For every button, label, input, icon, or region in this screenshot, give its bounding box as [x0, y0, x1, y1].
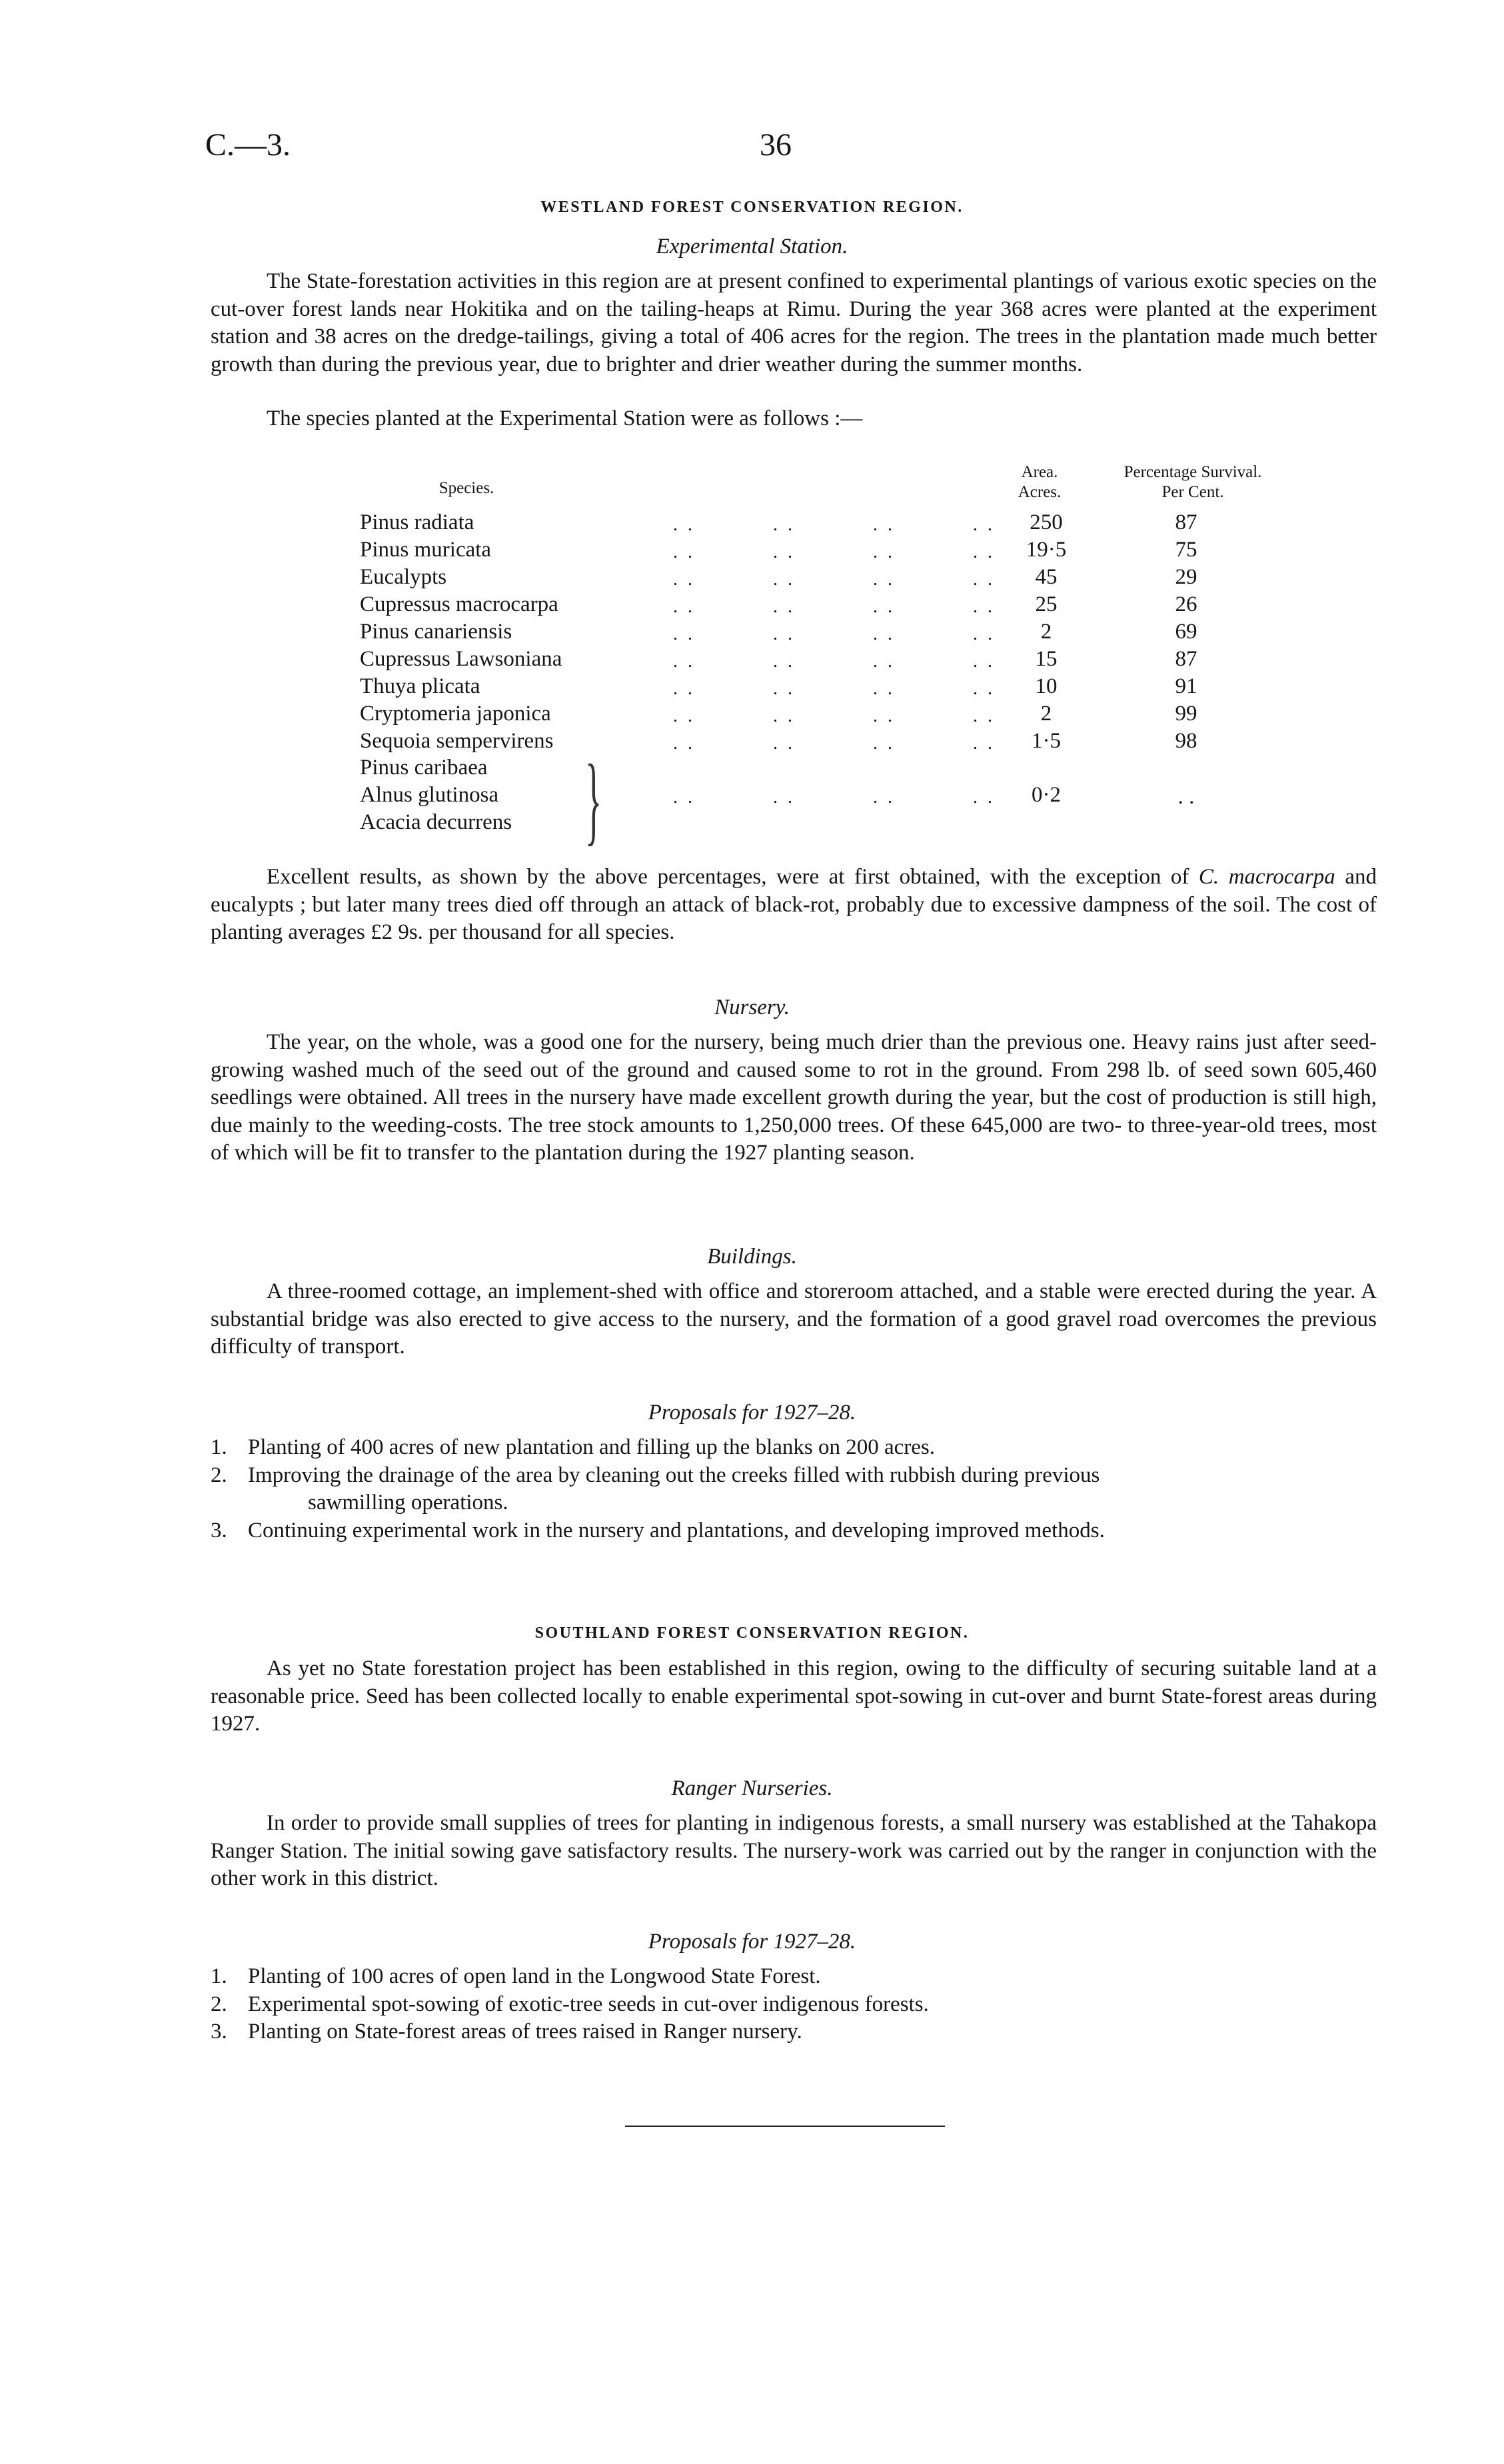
leader-dots-1: . .	[673, 569, 695, 590]
leader-dots-1: . .	[673, 678, 695, 699]
group-species-1: Pinus caribaea	[360, 756, 488, 780]
species-survival: 75	[1175, 538, 1197, 562]
southland-proposal-2: 2. Experimental spot-sowing of exotic-tree seeds in cut-over indigenous forests.	[211, 1992, 929, 2016]
area-column-header	[1000, 462, 1080, 502]
leader-dots-3: . .	[873, 596, 895, 617]
results-text-after: and eucalypts ; but later many trees died off through an attack of black-rot, probably due to excessive dampness of the soil. The cost of planting averages £2 9s. per thousand for all species.	[211, 865, 1377, 944]
species-area: 19·5	[1026, 538, 1067, 562]
leader-dots-1: . .	[673, 596, 695, 617]
group-dots-3: . .	[873, 787, 895, 808]
species-area: 10	[1035, 674, 1058, 698]
results-paragraph	[211, 864, 1377, 947]
leader-dots-3: . .	[873, 706, 895, 726]
leader-dots-1: . .	[673, 706, 695, 726]
group-dots-4: . .	[973, 787, 995, 808]
leader-dots-3: . .	[873, 514, 895, 535]
group-species-3: Acacia decurrens	[360, 810, 512, 834]
leader-dots-1: . .	[673, 624, 695, 644]
survival-header-line2: Per Cent.	[1161, 483, 1224, 501]
species-name: Thuya plicata	[360, 674, 480, 698]
leader-dots-2: . .	[773, 678, 795, 699]
species-name: Pinus muricata	[360, 538, 492, 562]
results-text-before: Excellent results, as shown by the above percentages, were at first obtained, with the exception of	[267, 865, 1199, 889]
leader-dots-2: . .	[773, 596, 795, 617]
species-area: 250	[1030, 510, 1063, 534]
leader-dots-1: . .	[673, 542, 695, 562]
species-intro-line: The species planted at the Experimental Station were as follows :—	[267, 406, 863, 430]
southland-proposals-heading: Proposals for 1927–28.	[648, 1930, 856, 1954]
group-area: 0·2	[1032, 783, 1061, 807]
leader-dots-2: . .	[773, 542, 795, 562]
leader-dots-2: . .	[773, 624, 795, 644]
westland-proposal-1: 1. Planting of 400 acres of new plantation and filling up the blanks on 200 acres.	[211, 1435, 936, 1459]
group-survival: . .	[1177, 785, 1195, 809]
leader-dots-1: . .	[673, 651, 695, 672]
experimental-station-heading: Experimental Station.	[656, 235, 848, 259]
species-area: 15	[1035, 647, 1058, 671]
westland-intro-paragraph: The State-forestation activities in this region are at present confined to experimental plantings of various exotic species on the cut-over forest lands near Hokitika and on the tailing-heaps at Rimu. During the year 368 acres were planted at the experiment station and 38 acres on the dredge-tailings, giving a total of 406 acres for the region. The trees in the plantation made much better growth than during the previous year, due to brighter and drier weather during the summer months.	[211, 269, 1377, 376]
leader-dots-4: . .	[973, 678, 995, 699]
species-survival: 98	[1175, 729, 1197, 753]
buildings-heading: Buildings.	[707, 1245, 797, 1269]
species-survival: 87	[1175, 647, 1197, 671]
group-dots-1: . .	[673, 787, 695, 808]
document-reference: C.—3.	[205, 127, 291, 163]
southland-proposals-list	[211, 1963, 1377, 2046]
ranger-nurseries-heading: Ranger Nurseries.	[671, 1776, 833, 1800]
species-area: 25	[1035, 592, 1058, 616]
leader-dots-2: . .	[773, 651, 795, 672]
results-italic-species: C. macrocarpa	[1198, 865, 1335, 889]
leader-dots-3: . .	[873, 651, 895, 672]
westland-proposals-heading: Proposals for 1927–28.	[648, 1401, 856, 1425]
westland-proposal-2: 2. Improving the drainage of the area by cleaning out the creeks filled with rubbish during previous sawmilling operations.	[211, 1463, 1100, 1515]
survival-column-header	[1093, 462, 1293, 502]
leader-dots-3: . .	[873, 542, 895, 562]
area-header-line2: Acres.	[1018, 483, 1062, 501]
species-survival: 99	[1175, 702, 1197, 726]
westland-region-title: WESTLAND FOREST CONSERVATION REGION.	[540, 199, 964, 216]
leader-dots-2: . .	[773, 733, 795, 754]
leader-dots-4: . .	[973, 624, 995, 644]
species-survival: 69	[1175, 620, 1197, 644]
area-header-line1: Area.	[1021, 463, 1058, 481]
leader-dots-4: . .	[973, 733, 995, 754]
leader-dots-4: . .	[973, 514, 995, 535]
species-survival: 87	[1175, 510, 1197, 534]
leader-dots-2: . .	[773, 514, 795, 535]
species-area: 1·5	[1032, 729, 1061, 753]
ranger-nurseries-paragraph: In order to provide small supplies of trees for planting in indigenous forests, a small nursery was established at the Tahakopa Ranger Station. The initial sowing gave satisfactory results. The nursery-work was carried out by the ranger in conjunction with the other work in this district.	[211, 1811, 1377, 1890]
leader-dots-2: . .	[773, 706, 795, 726]
nursery-heading: Nursery.	[714, 995, 790, 1019]
southland-intro-paragraph: As yet no State forestation project has been established in this region, owing to the difficulty of securing suitable land at a reasonable price. Seed has been collected locally to enable experimental spot-sowing in cut-over and burnt State-forest areas during 1927.	[211, 1656, 1377, 1736]
westland-proposals-list	[211, 1434, 1377, 1544]
leader-dots-4: . .	[973, 596, 995, 617]
leader-dots-1: . .	[673, 514, 695, 535]
species-name: Cryptomeria japonica	[360, 702, 551, 726]
species-name: Pinus radiata	[360, 510, 474, 534]
species-name: Cupressus macrocarpa	[360, 592, 558, 616]
species-name: Cupressus Lawsoniana	[360, 647, 562, 671]
species-area: 2	[1040, 620, 1052, 644]
nursery-paragraph: The year, on the whole, was a good one for the nursery, being much drier than the previous one. Heavy rains just after seed-growing washed much of the seed out of the ground and caused some to rot in the ground. From 298 lb. of seed sown 605,460 seedlings were obtained. All trees in the nursery have made excellent growth during the year, but the cost of production is still high, due mainly to the weeding-costs. The tree stock amounts to 1,250,000 trees. Of these 645,000 are two- to three-year-old trees, most of which will be fit to transfer to the plantation during the 1927 planting season.	[211, 1030, 1377, 1165]
species-area: 45	[1035, 565, 1058, 589]
leader-dots-3: . .	[873, 569, 895, 590]
southland-region-title: SOUTHLAND FOREST CONSERVATION REGION.	[534, 1624, 970, 1642]
leader-dots-2: . .	[773, 569, 795, 590]
species-column-header: Species.	[438, 479, 494, 497]
westland-proposal-3: 3. Continuing experimental work in the nursery and plantations, and developing improved methods.	[211, 1518, 1105, 1542]
group-species-2: Alnus glutinosa	[360, 783, 499, 807]
buildings-paragraph: A three-roomed cottage, an implement-shed with office and storeroom attached, and a stable were erected during the year. A substantial bridge was also erected to give access to the nursery, and the formation of a good gravel road overcomes the previous difficulty of transport.	[211, 1279, 1377, 1359]
species-survival: 26	[1175, 592, 1197, 616]
species-name: Pinus canariensis	[360, 620, 512, 644]
leader-dots-1: . .	[673, 733, 695, 754]
southland-proposal-1: 1. Planting of 100 acres of open land in the Longwood State Forest.	[211, 1964, 821, 1988]
group-dots-2: . .	[773, 787, 795, 808]
leader-dots-3: . .	[873, 624, 895, 644]
grouping-brace-icon: }	[585, 744, 602, 855]
leader-dots-3: . .	[873, 678, 895, 699]
southland-proposal-3: 3. Planting on State-forest areas of trees raised in Ranger nursery.	[211, 2020, 802, 2044]
species-name: Eucalypts	[360, 565, 447, 589]
species-survival: 91	[1175, 674, 1197, 698]
page-number: 36	[760, 127, 792, 163]
species-survival: 29	[1175, 565, 1197, 589]
species-area: 2	[1040, 702, 1052, 726]
leader-dots-4: . .	[973, 706, 995, 726]
leader-dots-3: . .	[873, 733, 895, 754]
survival-header-line1: Percentage Survival.	[1124, 463, 1262, 481]
species-name: Sequoia sempervirens	[360, 729, 554, 753]
leader-dots-4: . .	[973, 569, 995, 590]
leader-dots-4: . .	[973, 542, 995, 562]
leader-dots-4: . .	[973, 651, 995, 672]
closing-rule	[625, 2126, 945, 2127]
